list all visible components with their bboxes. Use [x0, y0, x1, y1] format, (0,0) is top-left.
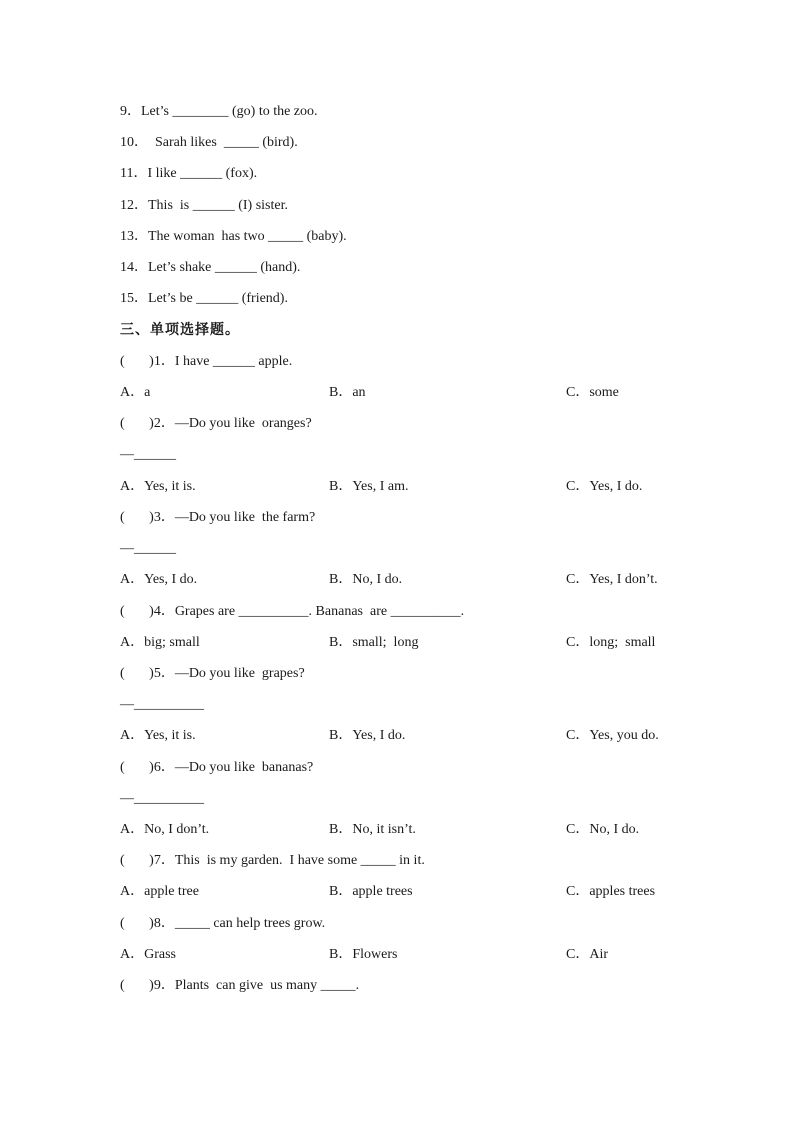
option-a: A．No, I don’t.: [120, 822, 210, 837]
answer-line: —______: [120, 447, 176, 462]
question-stem: ( )8．_____ can help trees grow.: [120, 916, 326, 931]
option-b: B．small; long: [329, 635, 419, 650]
option-a: A．apple tree: [120, 884, 199, 899]
option-b: B．Yes, I do.: [329, 728, 406, 743]
option-a: A．Yes, it is.: [120, 479, 196, 494]
option-c: C．long; small: [566, 635, 656, 650]
option-c: C．apples trees: [566, 884, 656, 899]
option-c: C．Air: [566, 947, 608, 962]
question-stem: ( )2．—Do you like oranges?: [120, 416, 312, 431]
option-a: A．a: [120, 385, 151, 400]
fill-in-item-15: 15．Let’s be ______ (friend).: [120, 291, 288, 306]
answer-line: —__________: [120, 697, 204, 712]
fill-in-item-12: 12．This is ______ (I) sister.: [120, 198, 288, 213]
option-a: A．Grass: [120, 947, 176, 962]
option-b: B．an: [329, 385, 366, 400]
option-c: C．Yes, I don’t.: [566, 572, 658, 587]
option-c: C．Yes, I do.: [566, 479, 643, 494]
option-c: C．some: [566, 385, 619, 400]
option-b: B．Yes, I am.: [329, 479, 409, 494]
fill-in-item-9: 9．Let’s ________ (go) to the zoo.: [120, 104, 318, 119]
option-b: B．No, it isn’t.: [329, 822, 416, 837]
fill-in-item-14: 14．Let’s shake ______ (hand).: [120, 260, 301, 275]
option-b: B．apple trees: [329, 884, 413, 899]
answer-line: —______: [120, 541, 176, 556]
question-stem: ( )9．Plants can give us many _____.: [120, 978, 360, 993]
question-stem: ( )4．Grapes are __________. Bananas are __________.: [120, 604, 465, 619]
question-stem: ( )5．—Do you like grapes?: [120, 666, 305, 681]
option-c: C．No, I do.: [566, 822, 640, 837]
option-a: A．big; small: [120, 635, 200, 650]
question-stem: ( )3．—Do you like the farm?: [120, 510, 316, 525]
fill-in-item-13: 13．The woman has two _____ (baby).: [120, 229, 347, 244]
option-a: A．Yes, I do.: [120, 572, 198, 587]
question-stem: ( )7．This is my garden. I have some _____ in it.: [120, 853, 425, 868]
fill-in-item-10: 10． Sarah likes _____ (bird).: [120, 135, 298, 150]
option-b: B．Flowers: [329, 947, 398, 962]
option-c: C．Yes, you do.: [566, 728, 659, 743]
option-b: B．No, I do.: [329, 572, 403, 587]
question-stem: ( )1．I have ______ apple.: [120, 354, 293, 369]
option-a: A．Yes, it is.: [120, 728, 196, 743]
answer-line: —__________: [120, 791, 204, 806]
question-stem: ( )6．—Do you like bananas?: [120, 760, 314, 775]
fill-in-item-11: 11．I like ______ (fox).: [120, 166, 258, 181]
section-heading: 三、单项选择题。: [120, 322, 240, 338]
